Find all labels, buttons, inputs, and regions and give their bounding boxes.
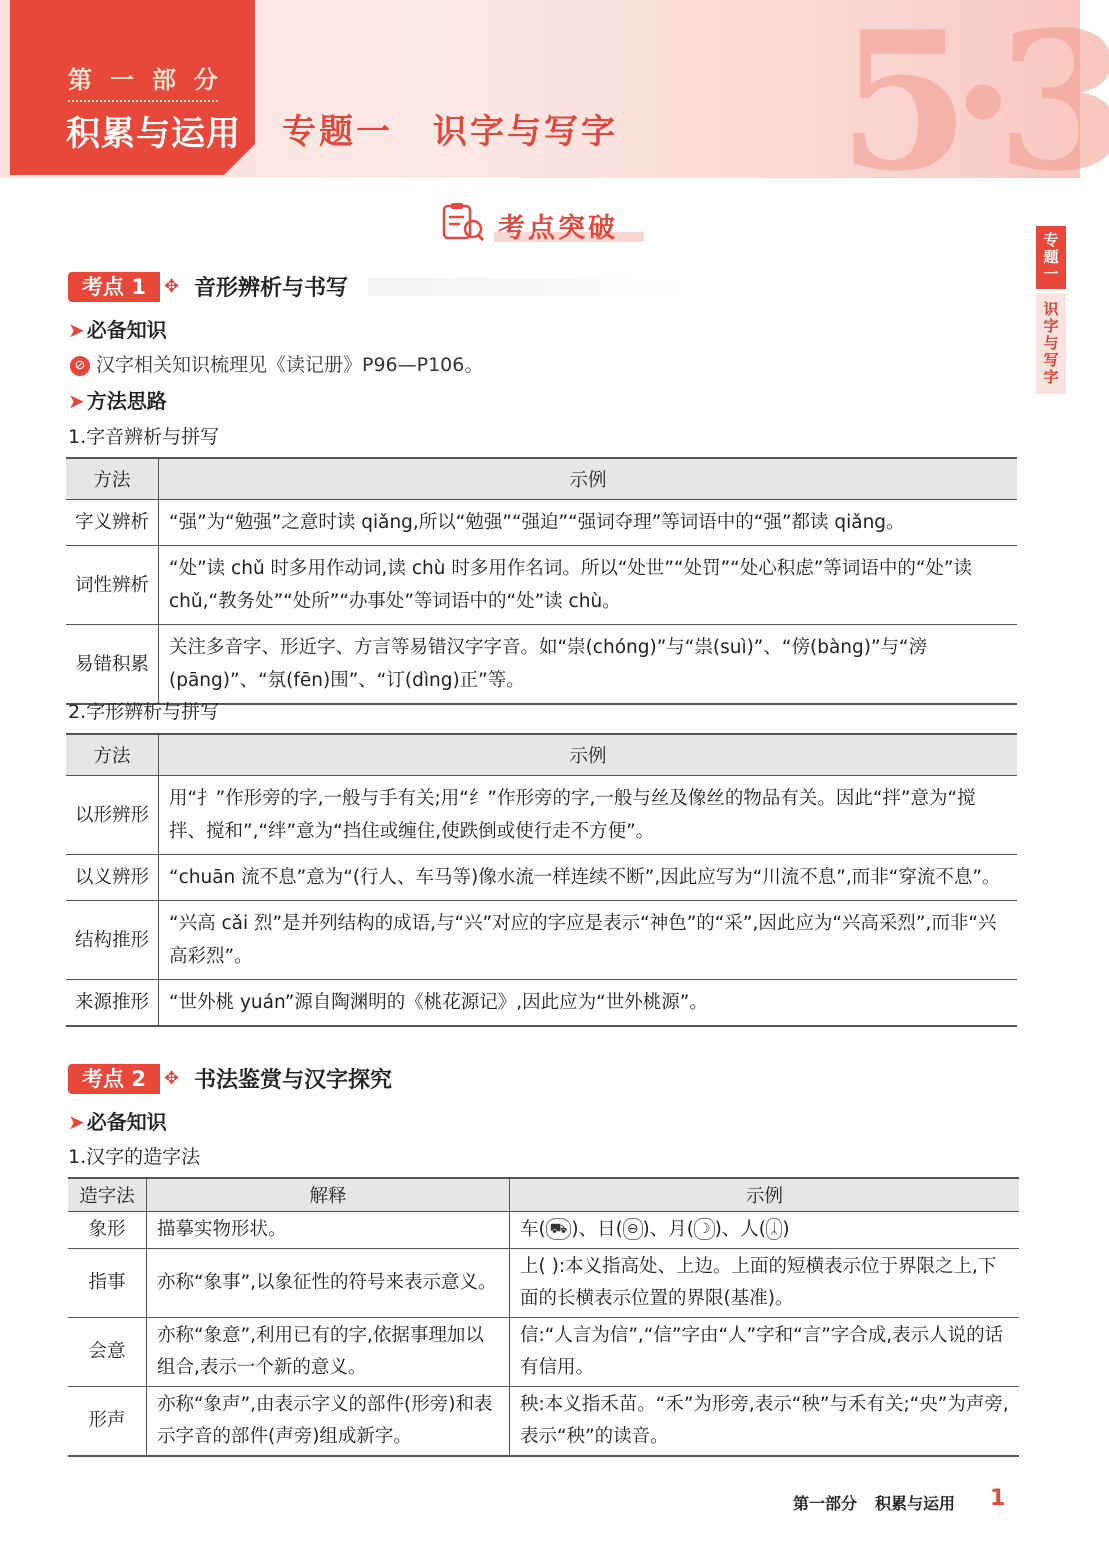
method-cell: 指事 [68, 1249, 147, 1318]
diamond-icon: ✥ [164, 276, 180, 297]
example-cell: “强”为“勉强”之意时读 qiǎng,所以“勉强”“强迫”“强词夺理”等词语中的“强”都读 qiǎng。 [159, 500, 1018, 546]
example-cell: 信:“人言为信”,“信”字由“人”字和“言”字合成,表示人说的话有信用。 [510, 1318, 1020, 1387]
explain-cell: 亦称“象声”,由表示字义的部件(形旁)和表示字音的部件(声旁)组成新字。 [147, 1387, 510, 1457]
example-cell: “处”读 chǔ 时多用作动词,读 chù 时多用作名词。所以“处世”“处罚”“处心积虑”等词语中的“处”读 chǔ,“教务处”“处所”“办事处”等词语中的“处”读 chù。 [159, 546, 1018, 625]
table-row [68, 1318, 1019, 1387]
col-header-method: 方法 [66, 734, 159, 776]
table-row [66, 500, 1017, 546]
glyph-label: 日 [597, 1219, 616, 1240]
table-row [68, 1212, 1019, 1249]
moon-pictograph-icon: ☽ [694, 1218, 715, 1240]
method-cell: 象形 [68, 1212, 147, 1249]
divider [68, 100, 218, 102]
glyph-label: 人 [740, 1219, 759, 1240]
side-tab-name: 识 字 与 写 字 [1036, 293, 1066, 394]
table-row [68, 1387, 1019, 1457]
col-header-method: 造字法 [68, 1178, 147, 1212]
table-row [66, 625, 1017, 705]
link-icon: ⊘ [70, 356, 90, 376]
col-header-example: 示例 [510, 1178, 1020, 1212]
glyph-table [66, 733, 1017, 1027]
method-cell: 结构推形 [66, 901, 159, 980]
kp1-note [70, 350, 483, 377]
kp1-method-label: 方法思路 [86, 389, 167, 413]
footer-part: 第一部分 [793, 1494, 858, 1513]
kp1-note-text: 汉字相关知识梳理见《读记册》P96—P106。 [96, 354, 484, 376]
footer-name: 积累与运用 [875, 1494, 956, 1513]
example-cell: “chuān 流不息”意为“(行人、车马等)像水流一样连续不断”,因此应写为“川流不息”,而非“穿流不息”。 [159, 855, 1018, 901]
method-cell: 以形辨形 [66, 776, 159, 855]
arrow-icon: ➤ [68, 389, 85, 413]
method-cell: 以义辨形 [66, 855, 159, 901]
kp1-knowledge-head [68, 314, 167, 343]
method-cell: 词性辨析 [66, 546, 159, 625]
topic-label: 专题一 [282, 112, 393, 152]
cart-pictograph-icon: ⛟ [546, 1218, 572, 1240]
col-header-example: 示例 [159, 734, 1018, 776]
table-row [66, 546, 1017, 625]
col-header-method: 方法 [66, 458, 159, 500]
section-title: 考点突破 [498, 213, 618, 244]
character-formation-table [68, 1177, 1019, 1457]
kp1-badge: 考点 1 [68, 272, 160, 302]
example-cell [510, 1212, 1020, 1249]
glyph-label: 月 [668, 1219, 687, 1240]
page-number: 1 [990, 1486, 1006, 1511]
glyph-label: 车 [520, 1219, 539, 1240]
side-tab-topic: 专 题 一 [1036, 226, 1066, 289]
kp2-knowledge-head [68, 1106, 167, 1135]
example-cell: 上( ):本义指高处、上边。上面的短横表示位于界限之上,下面的长横表示位置的界限(基准)。 [510, 1249, 1020, 1318]
table-row [66, 776, 1017, 855]
topic-name: 识字与写字 [433, 112, 618, 152]
clipboard-icon [440, 202, 486, 242]
pictograph-list: 车( ⛟ )、日( ⊖ )、月( ☽ )、人( ᛣ ) [520, 1219, 790, 1240]
person-pictograph-icon: ᛣ [766, 1218, 782, 1240]
kp1-title: 音形辨析与书写 [194, 276, 349, 301]
table-row [66, 855, 1017, 901]
kp1-part1-title: 1.字音辨析与拼写 [68, 426, 220, 448]
pronunciation-table [66, 457, 1017, 705]
method-cell: 易错积累 [66, 625, 159, 705]
example-cell: “世外桃 yuán”源自陶渊明的《桃花源记》,因此应为“世外桃源”。 [159, 980, 1018, 1027]
arrow-icon: ➤ [68, 318, 85, 342]
sun-pictograph-icon: ⊖ [623, 1218, 643, 1240]
kp2-part1-title: 1.汉字的造字法 [68, 1146, 201, 1168]
explain-cell: 亦称“象意”,利用已有的字,依据事理加以组合,表示一个新的意义。 [147, 1318, 510, 1387]
part-label: 第一部分 [68, 66, 236, 94]
topic-title [282, 104, 618, 153]
method-cell: 会意 [68, 1318, 147, 1387]
example-cell: 关注多音字、形近字、方言等易错汉字字音。如“崇(chóng)”与“祟(suì)”、“傍(bàng)”与“滂(pāng)”、“氛(fēn)围”、“订(dìng)正”等。 [159, 625, 1018, 705]
col-header-example: 示例 [159, 458, 1018, 500]
method-cell: 形声 [68, 1387, 147, 1457]
explain-cell: 描摹实物形状。 [147, 1212, 510, 1249]
example-cell: 用“扌”作形旁的字,一般与手有关;用“纟”作形旁的字,一般与丝及像丝的物品有关。因此“拌”意为“搅拌、搅和”,“绊”意为“挡住或缠住,使跌倒或使行走不方便”。 [159, 776, 1018, 855]
method-cell: 来源推形 [66, 980, 159, 1027]
arrow-icon: ➤ [68, 1110, 85, 1134]
brand-mark: 5·3 [838, 0, 1109, 213]
heading-shade [368, 278, 688, 296]
kp1-part2-title: 2.字形辨析与拼写 [68, 701, 220, 723]
kp2-badge: 考点 2 [68, 1064, 160, 1094]
table-row [68, 1249, 1019, 1318]
side-tab [1036, 226, 1066, 394]
kp2-knowledge-label: 必备知识 [86, 1110, 167, 1134]
example-cell: “兴高 cǎi 烈”是并列结构的成语,与“兴”对应的字应是表示“神色”的“采”,因此应为“兴高采烈”,而非“兴高彩烈”。 [159, 901, 1018, 980]
kp2-title: 书法鉴赏与汉字探究 [194, 1068, 393, 1093]
col-header-explain: 解释 [147, 1178, 510, 1212]
part-name: 积累与运用 [66, 114, 241, 154]
diamond-icon: ✥ [164, 1068, 180, 1089]
method-cell: 字义辨析 [66, 500, 159, 546]
table-row [66, 980, 1017, 1027]
kp1-method-head [68, 385, 167, 414]
explain-cell: 亦称“象事”,以象征性的符号来表示意义。 [147, 1249, 510, 1318]
table-row [66, 901, 1017, 980]
example-cell: 秧:本义指禾苗。“禾”为形旁,表示“秧”与禾有关;“央”为声旁,表示“秧”的读音。 [510, 1387, 1020, 1457]
footer [793, 1491, 955, 1514]
kp1-knowledge-label: 必备知识 [86, 318, 167, 342]
